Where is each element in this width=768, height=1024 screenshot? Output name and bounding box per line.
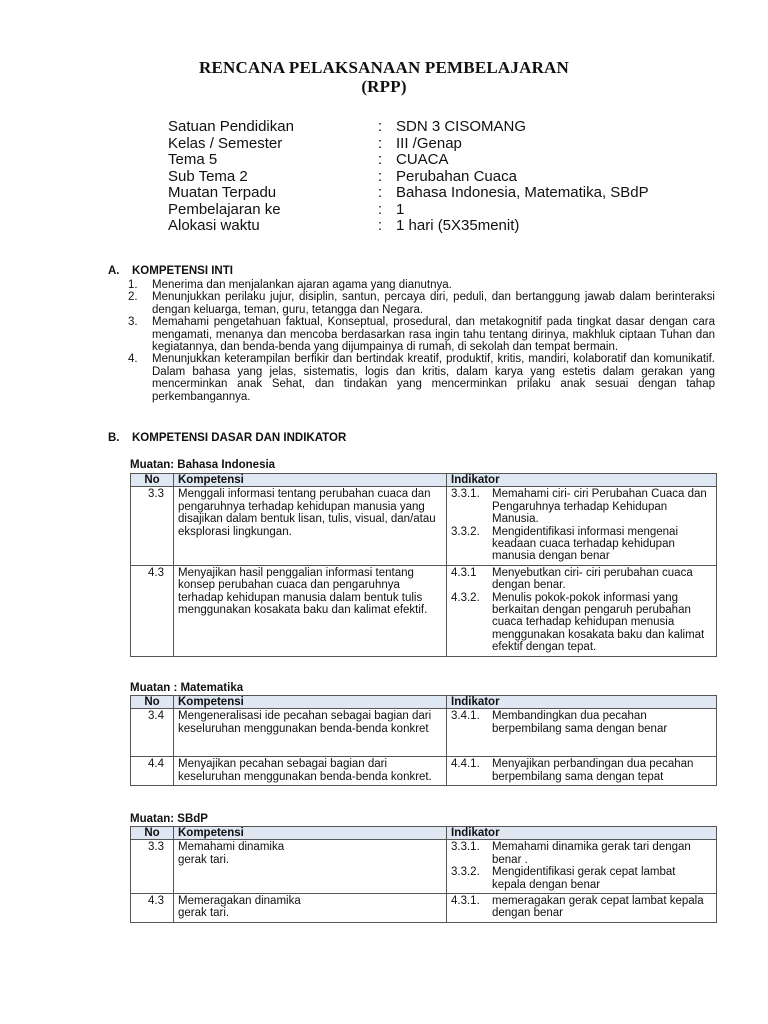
list-text: Menunjukkan perilaku jujur, disiplin, santun, percaya diri, peduli, dan bertanggung jawab dalam berinteraksi dengan keluarga, teman, guru, tetangga dan Negara. (152, 291, 715, 316)
indicator-code: 4.3.1 (451, 566, 477, 579)
meta-row (168, 152, 649, 169)
muatan-title-matematika: Muatan : Matematika (130, 682, 244, 694)
table-matematika (130, 695, 717, 786)
cell-indikator (447, 757, 717, 786)
section-heading-kompetensi-dasar (108, 432, 346, 444)
indicator-text: Menyebutkan ciri- ciri perubahan cuaca dengan benar. (492, 566, 693, 592)
meta-label: Pembelajaran ke (168, 200, 281, 218)
cell-no: 4.3 (131, 565, 174, 656)
cell-indikator (447, 840, 717, 894)
section-heading-kompetensi-inti (108, 265, 233, 277)
meta-label: Muatan Terpadu (168, 184, 277, 201)
meta-label: Satuan Pendidikan (168, 118, 294, 135)
indicator-text: Mengidentifikasi informasi mengenai keadaan cuaca terhadap kehidupan manusia dengan benar (492, 525, 679, 563)
meta-label: Kelas / Semester (168, 134, 283, 152)
meta-colon: : (378, 151, 383, 168)
cell-kompetensi: Memeragakan dinamika gerak tari. (174, 894, 447, 923)
document-subtitle: (RPP) (361, 77, 407, 96)
meta-value: Bahasa Indonesia, Matematika, SBdP (396, 184, 649, 201)
meta-colon: : (378, 118, 383, 135)
meta-row (168, 218, 649, 235)
indicator-item (451, 592, 712, 654)
section-title: KOMPETENSI DASAR DAN INDIKATOR (132, 432, 347, 444)
cell-indikator (447, 565, 717, 656)
indicator-item (451, 710, 712, 735)
column-header-indikator: Indikator (447, 827, 717, 840)
table-header-row (131, 827, 717, 840)
column-header-indikator: Indikator (447, 474, 717, 487)
meta-value: 1 hari (5X35menit) (396, 217, 520, 234)
indicator-item (451, 895, 712, 920)
cell-kompetensi: Menggali informasi tentang perubahan cuaca dan pengaruhnya terhadap kehidupan manusia yang disajikan dalam bentuk lisan, tulis, visual, dan/atau eksplorasi lingkungan. (174, 487, 447, 565)
kompetensi-inti-list (128, 279, 715, 403)
meta-row (168, 185, 649, 202)
indicator-item (451, 758, 712, 783)
list-number: 1. (128, 279, 138, 291)
meta-colon: : (378, 200, 383, 218)
table-row (131, 894, 717, 923)
indicator-text: Menyajikan perbandingan dua pecahan berpembilang sama dengan tepat (492, 758, 694, 783)
document-title: RENCANA PELAKSANAAN PEMBELAJARAN (198, 58, 570, 77)
table-row (131, 840, 717, 894)
indicator-code: 4.3.1. (451, 895, 480, 908)
cell-no: 3.3 (131, 840, 174, 894)
column-header-kompetensi: Kompetensi (174, 474, 447, 487)
indicator-text: Membandingkan dua pecahan berpembilang sama dengan benar (492, 710, 668, 735)
indicator-code: 3.3.1. (451, 841, 480, 854)
cell-indikator (447, 894, 717, 923)
meta-row (168, 119, 649, 136)
indicator-text: Memahami ciri- ciri Perubahan Cuaca dan Pengaruhnya terhadap Kehidupan Manusia. (492, 488, 707, 526)
cell-kompetensi: Memahami dinamika gerak tari. (174, 840, 447, 894)
indicator-code: 3.3.2. (451, 866, 480, 879)
meta-row (168, 202, 649, 219)
meta-value: Perubahan Cuaca (396, 167, 517, 185)
indicator-code: 3.3.2. (451, 525, 480, 538)
list-number: 2. (128, 291, 138, 304)
list-text: Memahami pengetahuan faktual, Konseptual, prosedural, dan metakognitif pada tingkat dasar dengan cara mengamati, menanya dan mencoba berdasarkan rasa ingin tahu tentang dirinya, makhluk ciptaan Tuhan dan kegiatannya, dan benda-benda yang dijumpainya di rumah, di sekolah dan tempat bermain. (152, 316, 715, 354)
indicator-item (451, 526, 712, 563)
indicator-item (451, 567, 712, 592)
identity-block (168, 119, 649, 235)
indicator-text: memeragakan gerak cepat lambat kepala dengan benar (492, 895, 704, 920)
column-header-no: No (131, 696, 174, 709)
meta-label: Alokasi waktu (168, 217, 260, 234)
table-row (131, 487, 717, 565)
table-row (131, 565, 717, 656)
table-sbdp (130, 826, 717, 923)
table-row (131, 757, 717, 786)
table-row (131, 709, 717, 757)
cell-indikator (447, 709, 717, 757)
cell-no: 3.3 (131, 487, 174, 565)
meta-label: Tema 5 (168, 151, 218, 168)
indicator-item (451, 841, 712, 866)
indicator-code: 4.3.2. (451, 591, 480, 604)
list-number: 4. (128, 353, 138, 366)
meta-row (168, 169, 649, 186)
column-header-kompetensi: Kompetensi (174, 696, 447, 709)
indicator-item (451, 488, 712, 525)
indicator-text: Menulis pokok-pokok informasi yang berkaitan dengan pengaruh perubahan cuaca terhadap kehidupan menusia menggunakan kosakata baku dan kalimat efektif dengan tepat. (492, 591, 705, 654)
indicator-item (451, 866, 712, 891)
indicator-text: Memahami dinamika gerak tari dengan benar . (492, 841, 691, 866)
cell-no: 4.4 (131, 757, 174, 786)
meta-colon: : (378, 217, 383, 234)
meta-colon: : (378, 184, 383, 201)
meta-value: CUACA (396, 151, 449, 168)
section-letter: A. (108, 265, 120, 277)
section-letter: B. (108, 432, 120, 444)
meta-value: SDN 3 CISOMANG (396, 118, 527, 135)
cell-kompetensi: Menyajikan hasil penggalian informasi tentang konsep perubahan cuaca dan pengaruhnya terhadap kehidupan manusia dalam bentuk tulis menggunakan kosakata baku dan kalimat efektif. (174, 565, 447, 656)
table-bahasa-indonesia (130, 473, 717, 657)
meta-colon: : (378, 134, 383, 152)
meta-value: 1 (396, 200, 405, 218)
meta-label: Sub Tema 2 (168, 167, 248, 185)
indicator-code: 4.4.1. (451, 758, 480, 771)
table-header-row (131, 474, 717, 487)
indicator-code: 3.3.1. (451, 488, 480, 501)
cell-no: 3.4 (131, 709, 174, 757)
column-header-no: No (131, 827, 174, 840)
list-item (128, 316, 715, 353)
list-text: Menerima dan menjalankan ajaran agama yang dianutnya. (152, 279, 452, 291)
cell-kompetensi: Mengeneralisasi ide pecahan sebagai bagian dari keseluruhan menggunakan benda-benda konkret (174, 709, 447, 757)
table-header-row (131, 696, 717, 709)
column-header-no: No (131, 474, 174, 487)
list-number: 3. (128, 316, 138, 329)
list-item (128, 291, 715, 316)
column-header-kompetensi: Kompetensi (174, 827, 447, 840)
cell-no: 4.3 (131, 894, 174, 923)
cell-indikator (447, 487, 717, 565)
meta-value: III /Genap (396, 134, 462, 152)
muatan-title-bahasa-indonesia: Muatan: Bahasa Indonesia (130, 459, 276, 471)
list-item (128, 353, 715, 403)
meta-colon: : (378, 167, 383, 185)
muatan-title-sbdp: Muatan: SBdP (130, 813, 208, 825)
indicator-text: Mengidentifikasi gerak cepat lambat kepala dengan benar (492, 866, 676, 891)
section-title: KOMPETENSI INTI (132, 265, 233, 277)
indicator-code: 3.4.1. (451, 710, 480, 723)
column-header-indikator: Indikator (447, 696, 717, 709)
list-text: Menunjukkan keterampilan berfikir dan bertindak kreatif, produktif, kritis, mandiri, kolaboratif dan komunikatif. Dalam bahasa yang jelas, sistematis, logis dan kritis, dalam karya yang estetis dalam gerakan yang mencerminkan anak Sehat, dan tindakan yang mencerminkan prilaku anak sesuai dengan tahap perkembangannya. (152, 353, 715, 403)
cell-kompetensi: Menyajikan pecahan sebagai bagian dari keseluruhan menggunakan benda-benda konkret. (174, 757, 447, 786)
meta-row (168, 136, 649, 153)
list-item (128, 279, 715, 291)
